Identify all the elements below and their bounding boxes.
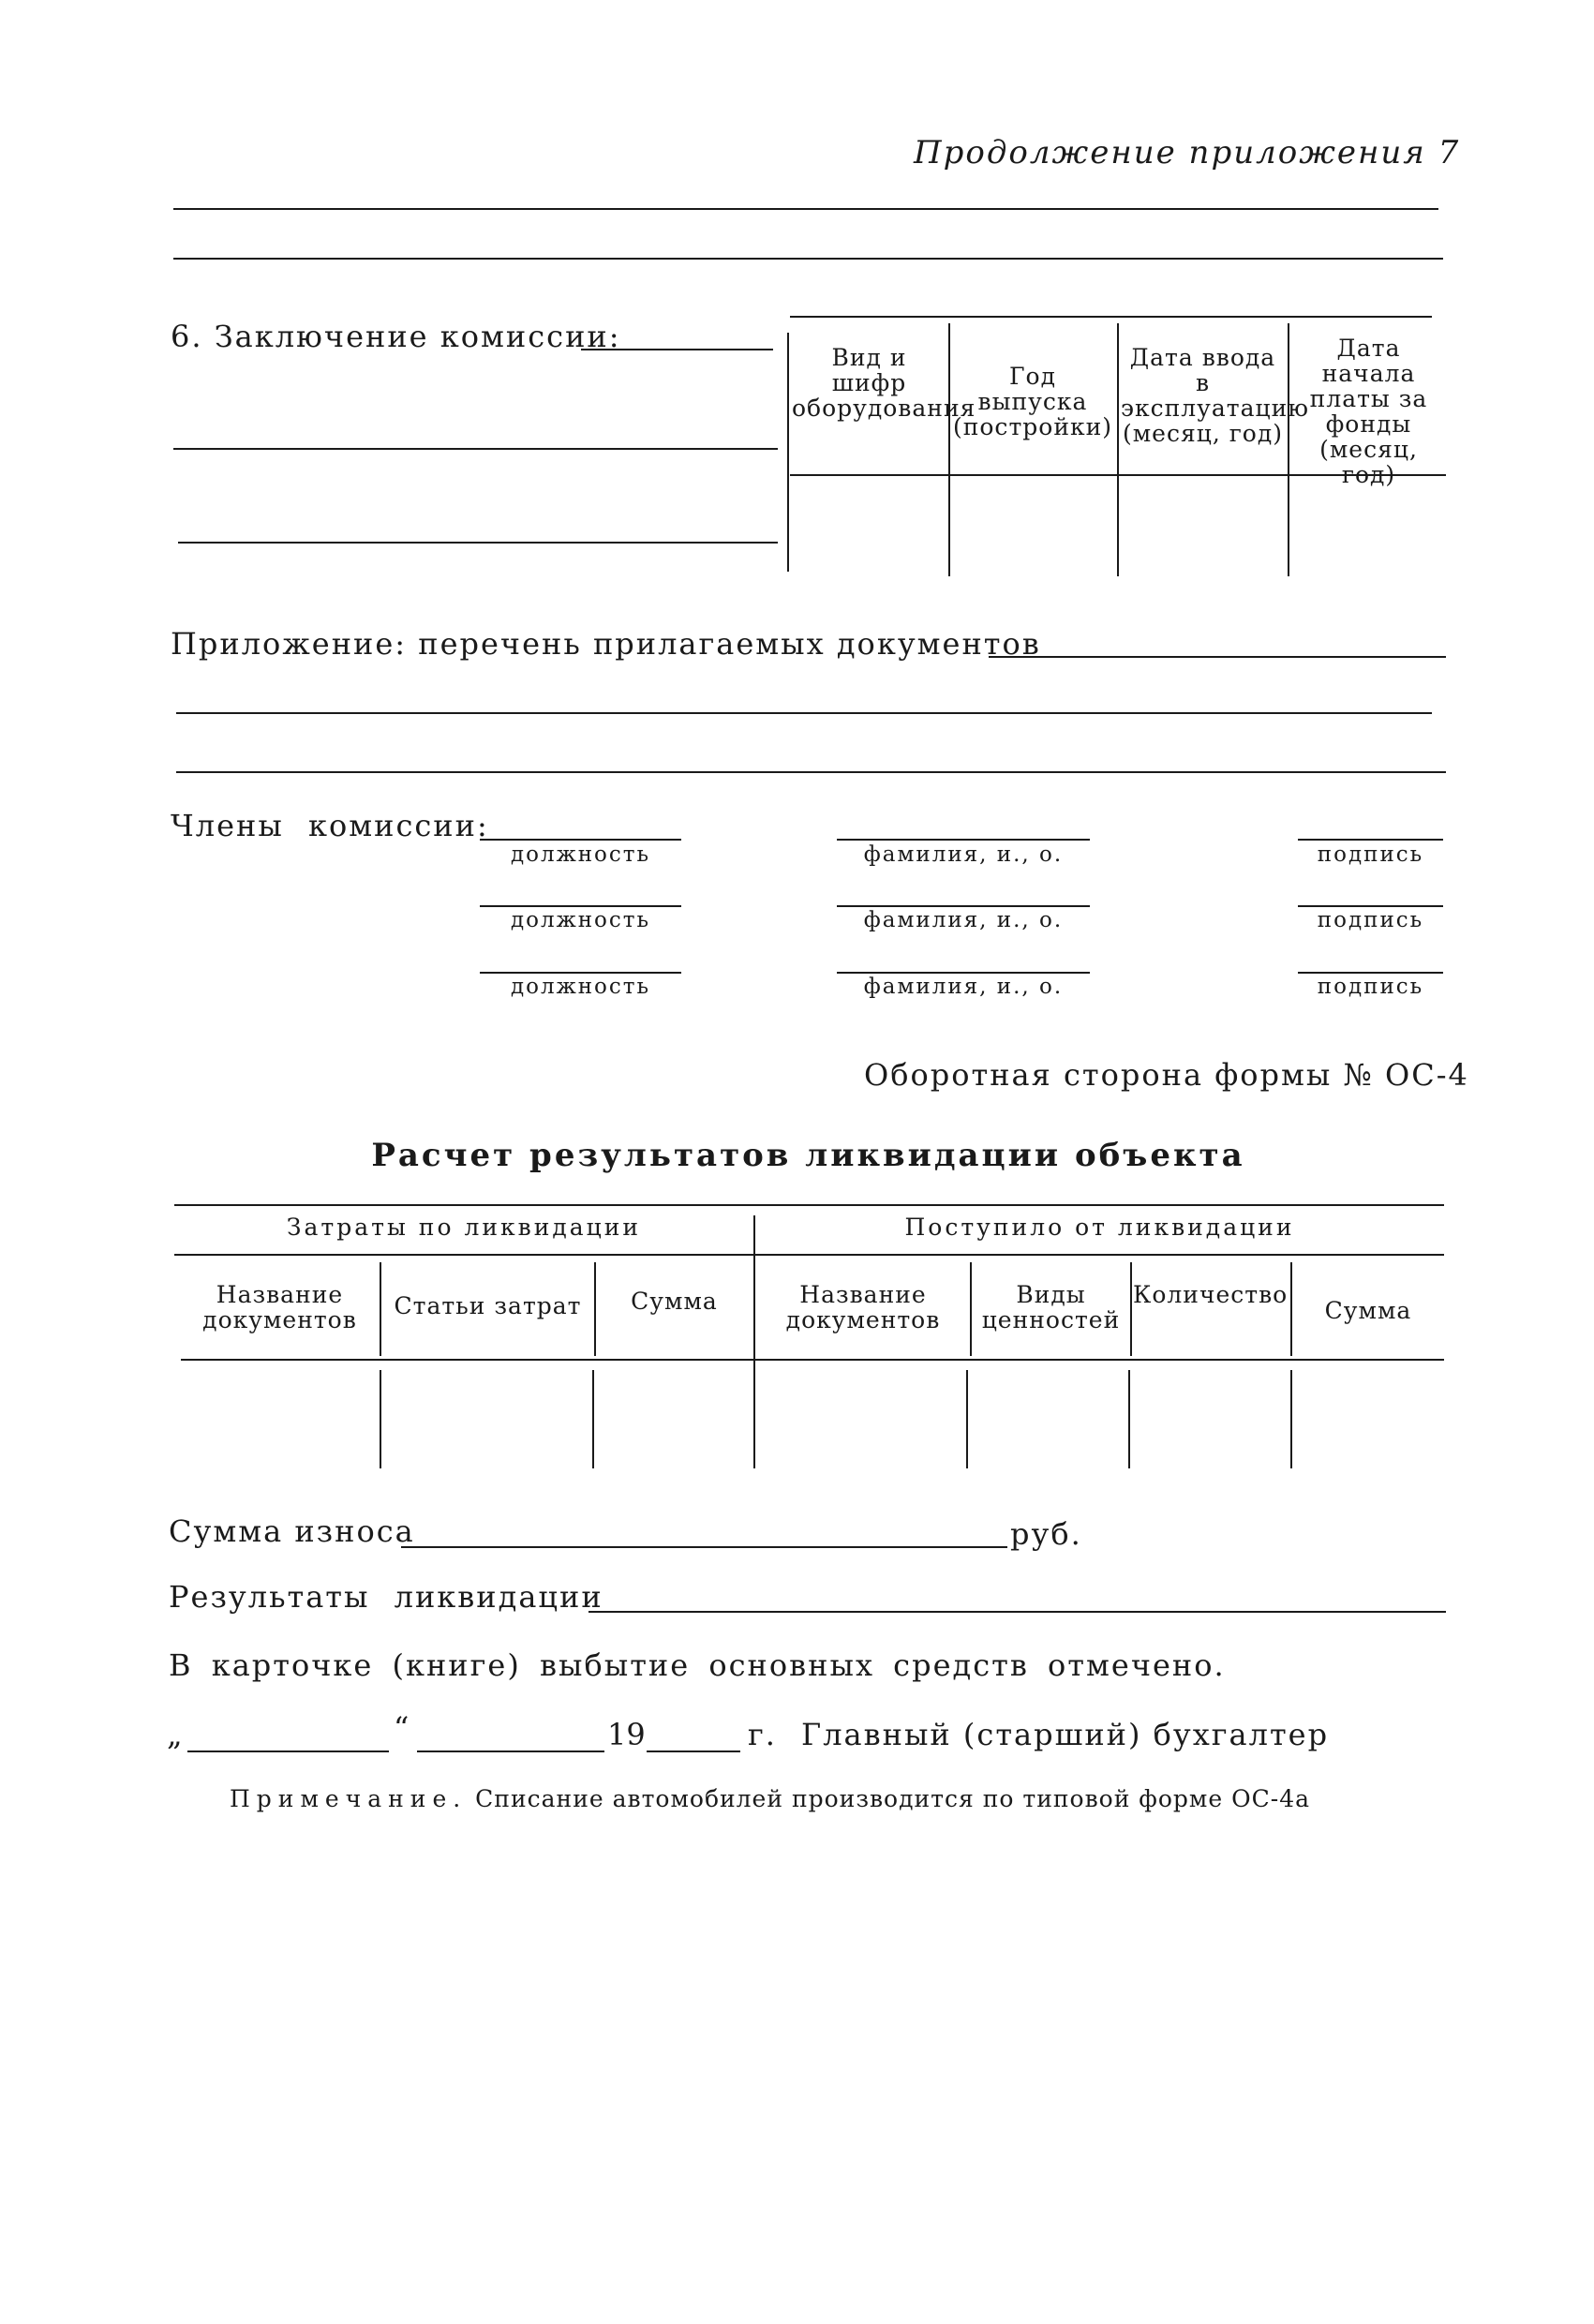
date-day-line [187,1750,389,1752]
equipment-table-border-left [787,333,789,572]
attachment-line-1 [989,656,1446,658]
signature-line [1298,839,1443,841]
received-document-name-header: Название документов [785,1281,941,1333]
value-types-header: Виды ценностей [981,1281,1121,1333]
liquidation-group-divider [753,1215,755,1468]
received-group-header: Поступило от ликвидации [904,1214,1295,1241]
costs-sum-header: Сумма [631,1288,718,1315]
body-divider-received-3 [1290,1370,1292,1468]
equipment-table-divider-3 [1288,323,1289,576]
header-rule-1 [173,208,1438,210]
quantity-header: Количество [1133,1281,1289,1308]
attachment-line-3 [176,771,1446,773]
liquidation-results-line [588,1611,1446,1613]
reverse-side-label: Оборотная сторона формы № ОС-4 [864,1057,1469,1093]
wear-sum-line [401,1546,1007,1548]
calculation-title: Расчет результатов ликвидации объекта [371,1137,1245,1174]
costs-group-header: Затраты по ликвидации [286,1214,642,1241]
date-close-quote: “ [394,1710,411,1746]
signature-line [1298,972,1443,974]
equipment-table-divider-1 [948,323,950,576]
footnote [230,1785,1310,1812]
equipment-table-divider-2 [1117,323,1119,576]
header-rule-2 [173,258,1443,260]
conclusion-line-1 [581,349,773,350]
position-caption: должность [510,908,651,932]
manufacture-year-header: Год выпуска (постройки) [952,363,1113,440]
commission-conclusion-label: 6. Заключение комиссии: [171,319,621,354]
wear-sum-unit: руб. [1010,1516,1082,1552]
attachment-label: Приложение: перечень прилагаемых документов [171,626,1041,662]
received-divider-1 [970,1262,972,1356]
conclusion-line-3 [178,542,778,544]
costs-document-name-header: Название документов [202,1281,357,1333]
body-divider-costs-1 [380,1370,381,1468]
wear-sum-label: Сумма износа [169,1513,415,1549]
commission-members-label: Члены комиссии: [171,808,489,843]
date-year-line [647,1750,740,1752]
costs-divider-2 [594,1262,596,1356]
attachment-line-2 [176,712,1432,714]
liquidation-header-bottom [181,1359,1444,1361]
conclusion-line-2 [173,448,778,450]
position-caption: должность [510,842,651,867]
footnote-text: Списание автомобилей производится по типовой форме ОС-4а [475,1785,1310,1812]
body-divider-received-2 [1128,1370,1130,1468]
footnote-prefix: Примечание. [230,1785,468,1812]
cost-items-header: Статьи затрат [394,1292,582,1319]
signature-caption: подпись [1317,842,1424,867]
costs-divider-1 [380,1262,381,1356]
received-divider-2 [1130,1262,1132,1356]
name-caption: фамилия, и., о. [863,908,1064,932]
body-divider-costs-2 [592,1370,594,1468]
position-caption: должность [510,975,651,999]
name-line [837,905,1090,907]
equipment-type-header: Вид и шифр оборудования [792,344,976,422]
equipment-table-top [790,316,1432,318]
liquidation-group-rule [174,1254,1444,1256]
fund-payment-date-header: Дата начала платы за фонды (месяц, год) [1309,335,1428,488]
received-sum-header: Сумма [1324,1297,1412,1324]
position-line [480,972,681,974]
liquidation-table-top [174,1204,1444,1206]
body-divider-received-1 [966,1370,968,1468]
received-divider-3 [1290,1262,1292,1356]
signature-caption: подпись [1317,975,1424,999]
card-note: В карточке (книге) выбытие основных средств отмечено. [169,1647,1226,1683]
name-caption: фамилия, и., о. [863,975,1064,999]
year-prefix: 19 [607,1717,646,1752]
page-header: Продолжение приложения 7 [914,134,1461,171]
name-caption: фамилия, и., о. [863,842,1064,867]
signature-caption: подпись [1317,908,1424,932]
chief-accountant-label: Главный (старший) бухгалтер [801,1717,1330,1752]
date-month-line [417,1750,604,1752]
name-line [837,972,1090,974]
position-line [480,905,681,907]
signature-line [1298,905,1443,907]
position-line [480,839,681,841]
liquidation-results-label: Результаты ликвидации [169,1579,603,1615]
year-suffix: г. [748,1717,777,1752]
commissioning-date-header: Дата ввода в эксплуатацию (месяц, год) [1121,344,1310,447]
date-open-quote: „ [167,1717,185,1752]
name-line [837,839,1090,841]
